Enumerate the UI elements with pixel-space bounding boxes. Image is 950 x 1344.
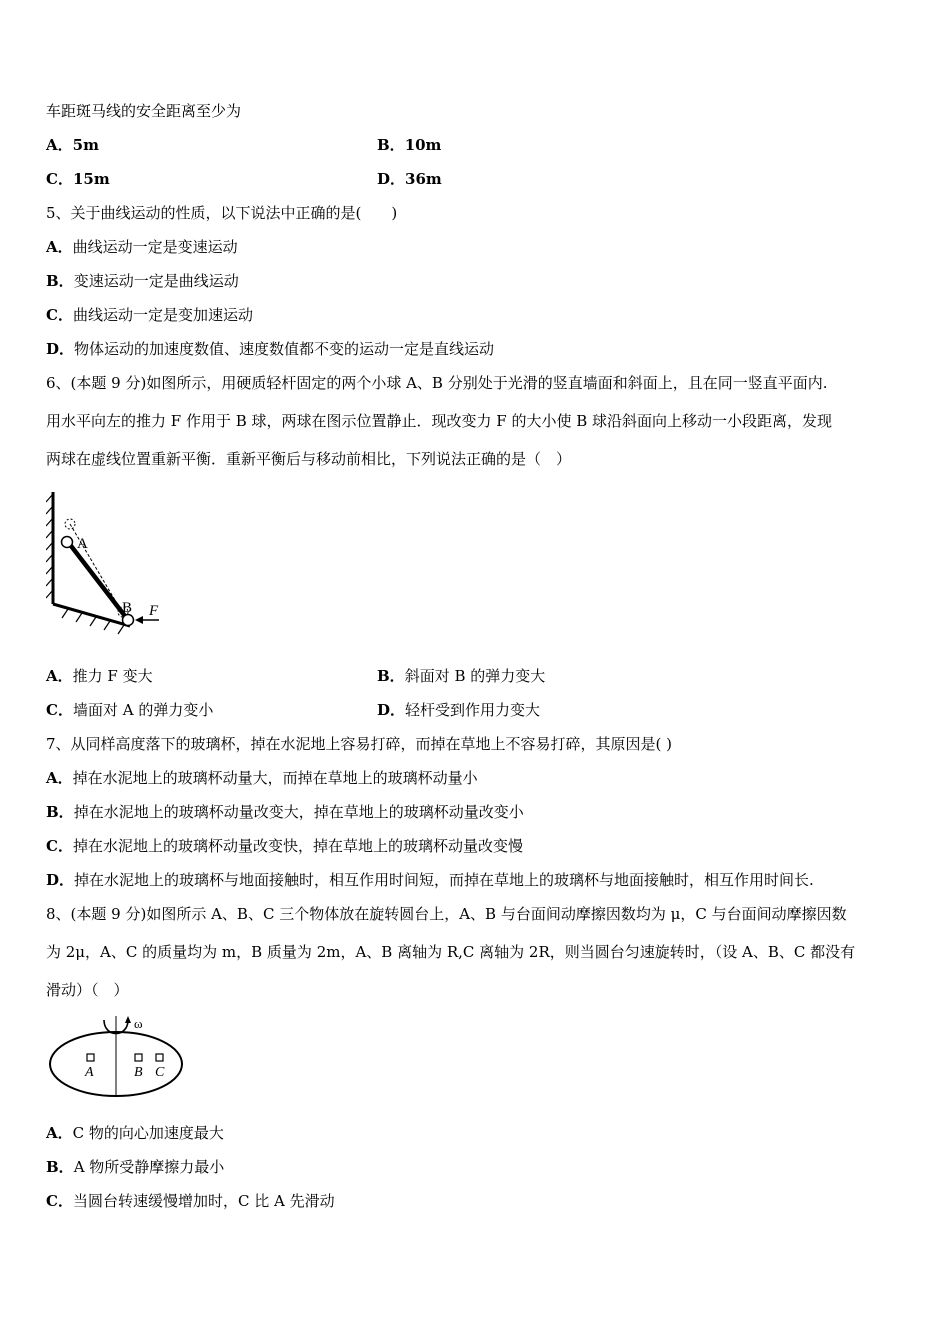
option-letter: C． [46,306,73,324]
option-text: 曲线运动一定是变加速运动 [72,306,253,324]
q8-stem-line-1: 8、(本题 9 分)如图所示 A、B、C 三个物体放在旋转圆台上，A、B 与台面间动摩擦因数均为 μ，C 与台面间动摩擦因数 [46,905,847,923]
rotation-arrowhead [125,1016,131,1023]
option-text: 15m [72,170,110,188]
option-text: 掉在水泥地上的玻璃杯动量改变大，掉在草地上的玻璃杯动量改变小 [73,803,524,821]
q4-option-c [46,169,110,189]
option-text: 当圆台转速缓慢增加时，C 比 A 先滑动 [72,1192,335,1210]
q7-option-c [46,836,523,856]
option-letter: A． [46,769,73,787]
q4-option-d [377,169,442,189]
option-text: 墙面对 A 的弹力变小 [72,701,214,719]
q6-stem-line-1: 6、(本题 9 分)如图所示，用硬质轻杆固定的两个小球 A、B 分别处于光滑的竖直墙面和斜面上，且在同一竖直平面内. [46,374,828,392]
q6-option-a [46,666,153,686]
wall-slope-figure [46,488,166,648]
option-letter: B． [377,667,405,685]
option-letter: C． [46,837,73,855]
option-letter: D． [46,871,75,889]
option-text: 10m [404,136,442,154]
q6-stem-line-2: 用水平向左的推力 F 作用于 B 球，两球在图示位置静止．现改变力 F 的大小使 B 球沿斜面向上移动一小段距离，发现 [46,412,833,430]
q8-stem-line-2: 为 2μ，A、C 的质量均为 m，B 质量为 2m，A、B 离轴为 R,C 离轴为 2R，则当圆台匀速旋转时，（设 A、B、C 都没有 [46,943,856,961]
option-text: 物体运动的加速度数值、速度数值都不变的运动一定是直线运动 [74,340,495,358]
option-letter: A． [46,136,73,154]
label-a: A [77,536,88,552]
option-text: 掉在水泥地上的玻璃杯动量改变快，掉在草地上的玻璃杯动量改变慢 [72,837,523,855]
option-text: 推力 F 变大 [72,667,153,685]
q6-stem-line-3: 两球在虚线位置重新平衡．重新平衡后与移动前相比，下列说法正确的是（ ） [46,450,572,468]
label-b: B [122,600,133,616]
label-f: F [149,603,159,619]
block-b [135,1054,142,1061]
q5-option-d [46,339,494,359]
option-text: 掉在水泥地上的玻璃杯与地面接触时，相互作用时间短，而掉在草地上的玻璃杯与地面接触时，相互作用时间长. [74,871,814,889]
turntable-figure [46,1012,186,1102]
option-text: A 物所受静摩擦力最小 [73,1158,225,1176]
light-rod [68,542,128,620]
block-c [156,1054,163,1061]
option-letter: C． [46,170,73,188]
ball-a [62,537,73,548]
option-letter: D． [46,340,75,358]
q6-option-d [377,700,540,720]
q8-option-a [46,1123,224,1143]
ball-b [123,615,134,626]
option-text: C 物的向心加速度最大 [72,1124,224,1142]
q8-stem-line-3: 滑动）（ ） [46,981,129,999]
option-text: 变速运动一定是曲线运动 [73,272,239,290]
intro-text: 车距斑马线的安全距离至少为 [46,102,242,120]
force-arrowhead [135,616,143,624]
option-text: 36m [405,170,442,188]
q5-stem: 5、关于曲线运动的性质，以下说法中正确的是( ) [46,204,398,222]
label-a: A [85,1065,94,1080]
option-letter: B． [46,803,74,821]
q8-option-c [46,1191,335,1211]
label-b: B [134,1065,143,1080]
option-text: 斜面对 B 的弹力变大 [404,667,546,685]
block-a [87,1054,94,1061]
option-letter: A． [46,667,73,685]
option-text: 曲线运动一定是变速运动 [72,238,238,256]
option-text: 掉在水泥地上的玻璃杯动量大，而掉在草地上的玻璃杯动量小 [72,769,478,787]
q5-option-b [46,271,239,291]
q7-option-a [46,768,478,788]
option-letter: B． [46,272,74,290]
q7-option-b [46,802,524,822]
option-letter: C． [46,1192,73,1210]
q4-option-b [377,135,441,155]
q7-option-d [46,870,814,890]
label-omega: ω [134,1016,143,1031]
option-letter: A． [46,1124,73,1142]
option-text: 5m [72,136,99,154]
q6-option-b [377,666,545,686]
q5-option-a [46,237,238,257]
q5-option-c [46,305,253,325]
option-text: 轻杆受到作用力变大 [405,701,541,719]
q8-option-b [46,1157,224,1177]
q4-option-a [46,135,99,155]
q6-option-c [46,700,213,720]
label-c: C [155,1065,165,1080]
option-letter: D． [377,170,406,188]
option-letter: B． [46,1158,74,1176]
option-letter: B． [377,136,405,154]
option-letter: D． [377,701,406,719]
option-letter: C． [46,701,73,719]
q7-stem: 7、从同样高度落下的玻璃杯，掉在水泥地上容易打碎，而掉在草地上不容易打碎，其原因是( ) [46,735,673,753]
option-letter: A． [46,238,73,256]
